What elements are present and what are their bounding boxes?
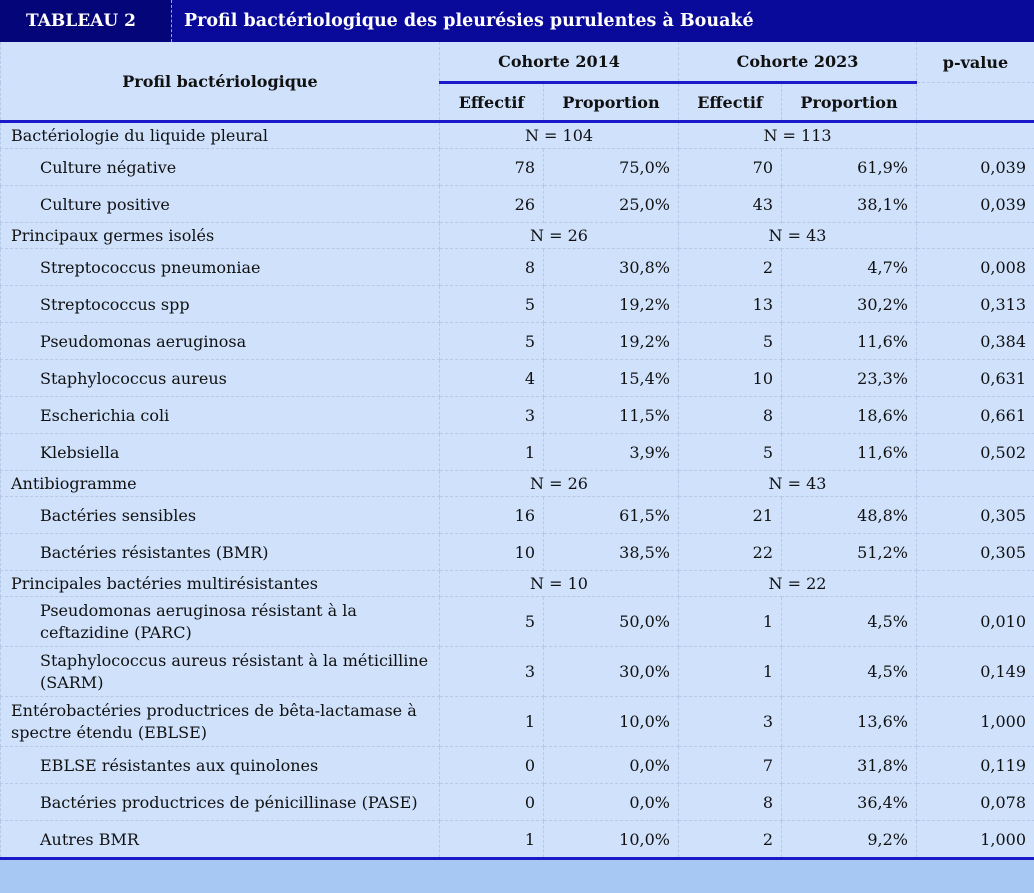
effectif-2014: 5	[440, 286, 544, 323]
proportion-2023: 48,8%	[782, 497, 917, 534]
p-value: 0,305	[917, 497, 1034, 534]
p-value: 0,078	[917, 784, 1034, 821]
proportion-2014: 30,0%	[544, 647, 679, 697]
section-label: Bactériologie du liquide pleural	[1, 122, 440, 149]
effectif-2023: 21	[679, 497, 782, 534]
proportion-2014: 10,0%	[544, 697, 679, 747]
table-row	[1, 497, 1034, 534]
effectif-2014: 78	[440, 149, 544, 186]
row-label: Bactéries résistantes (BMR)	[1, 534, 440, 571]
effectif-2014: 1	[440, 821, 544, 859]
row-label: Bactéries productrices de pénicillinase (PASE)	[1, 784, 440, 821]
header-cohort-2023: Cohorte 2023	[679, 42, 917, 83]
table-row	[1, 149, 1034, 186]
effectif-2023: 5	[679, 323, 782, 360]
effectif-2023: 2	[679, 249, 782, 286]
effectif-2014: 3	[440, 397, 544, 434]
section-pvalue-empty	[917, 122, 1034, 149]
table-row	[1, 747, 1034, 784]
proportion-2014: 25,0%	[544, 186, 679, 223]
row-label: EBLSE résistantes aux quinolones	[1, 747, 440, 784]
section-pvalue-empty	[917, 223, 1034, 249]
section-row	[1, 571, 1034, 597]
table-row	[1, 186, 1034, 223]
effectif-2014: 0	[440, 747, 544, 784]
bacteriology-table	[0, 42, 1034, 860]
p-value: 0,119	[917, 747, 1034, 784]
row-label: Staphylococcus aureus résistant à la méticilline (SARM)	[1, 647, 440, 697]
effectif-2014: 5	[440, 597, 544, 647]
effectif-2023: 2	[679, 821, 782, 859]
row-label: Escherichia coli	[1, 397, 440, 434]
row-label: Entérobactéries productrices de bêta-lactamase à spectre étendu (EBLSE)	[1, 697, 440, 747]
effectif-2023: 43	[679, 186, 782, 223]
row-label: Staphylococcus aureus	[1, 360, 440, 397]
proportion-2014: 0,0%	[544, 784, 679, 821]
header-pvalue: p-value	[917, 42, 1034, 83]
proportion-2014: 11,5%	[544, 397, 679, 434]
effectif-2023: 8	[679, 397, 782, 434]
table-row	[1, 434, 1034, 471]
table-row	[1, 534, 1034, 571]
p-value: 0,039	[917, 149, 1034, 186]
effectif-2023: 7	[679, 747, 782, 784]
effectif-2014: 5	[440, 323, 544, 360]
proportion-2014: 38,5%	[544, 534, 679, 571]
row-label: Pseudomonas aeruginosa	[1, 323, 440, 360]
table-row	[1, 784, 1034, 821]
effectif-2014: 1	[440, 697, 544, 747]
section-n-2023: N = 43	[679, 471, 917, 497]
effectif-2023: 3	[679, 697, 782, 747]
row-label: Autres BMR	[1, 821, 440, 859]
p-value: 0,008	[917, 249, 1034, 286]
proportion-2023: 30,2%	[782, 286, 917, 323]
header-pvalue-empty	[917, 83, 1034, 122]
section-n-2023: N = 43	[679, 223, 917, 249]
table-body	[1, 122, 1034, 859]
proportion-2014: 19,2%	[544, 323, 679, 360]
table-row	[1, 697, 1034, 747]
section-n-2014: N = 104	[440, 122, 679, 149]
p-value: 0,039	[917, 186, 1034, 223]
effectif-2023: 13	[679, 286, 782, 323]
table-row	[1, 821, 1034, 859]
proportion-2014: 30,8%	[544, 249, 679, 286]
effectif-2023: 22	[679, 534, 782, 571]
table-row	[1, 360, 1034, 397]
section-n-2014: N = 26	[440, 223, 679, 249]
effectif-2014: 0	[440, 784, 544, 821]
header-cohort-2014: Cohorte 2014	[440, 42, 679, 83]
table-title-bar	[0, 0, 1034, 42]
row-label: Streptococcus pneumoniae	[1, 249, 440, 286]
proportion-2023: 31,8%	[782, 747, 917, 784]
effectif-2023: 1	[679, 597, 782, 647]
header-proportion-2023: Proportion	[782, 83, 917, 122]
header-effectif-2014: Effectif	[440, 83, 544, 122]
table-number: TABLEAU 2	[0, 0, 172, 42]
effectif-2014: 10	[440, 534, 544, 571]
proportion-2023: 51,2%	[782, 534, 917, 571]
effectif-2023: 70	[679, 149, 782, 186]
p-value: 0,313	[917, 286, 1034, 323]
p-value: 0,010	[917, 597, 1034, 647]
proportion-2014: 10,0%	[544, 821, 679, 859]
header-proportion-2014: Proportion	[544, 83, 679, 122]
proportion-2023: 38,1%	[782, 186, 917, 223]
proportion-2023: 18,6%	[782, 397, 917, 434]
section-pvalue-empty	[917, 571, 1034, 597]
table-row	[1, 286, 1034, 323]
effectif-2014: 26	[440, 186, 544, 223]
p-value: 0,149	[917, 647, 1034, 697]
proportion-2014: 61,5%	[544, 497, 679, 534]
row-label: Bactéries sensibles	[1, 497, 440, 534]
effectif-2014: 4	[440, 360, 544, 397]
effectif-2023: 1	[679, 647, 782, 697]
section-label: Principaux germes isolés	[1, 223, 440, 249]
section-n-2014: N = 26	[440, 471, 679, 497]
section-row	[1, 223, 1034, 249]
proportion-2023: 4,7%	[782, 249, 917, 286]
proportion-2014: 15,4%	[544, 360, 679, 397]
row-label: Pseudomonas aeruginosa résistant à la ceftazidine (PARC)	[1, 597, 440, 647]
p-value: 0,631	[917, 360, 1034, 397]
proportion-2014: 0,0%	[544, 747, 679, 784]
effectif-2023: 8	[679, 784, 782, 821]
table-row	[1, 647, 1034, 697]
effectif-2014: 8	[440, 249, 544, 286]
table-title: Profil bactériologique des pleurésies purulentes à Bouaké	[184, 11, 754, 31]
proportion-2023: 4,5%	[782, 647, 917, 697]
effectif-2014: 16	[440, 497, 544, 534]
p-value: 1,000	[917, 697, 1034, 747]
proportion-2023: 9,2%	[782, 821, 917, 859]
section-n-2014: N = 10	[440, 571, 679, 597]
p-value: 0,502	[917, 434, 1034, 471]
row-label: Culture positive	[1, 186, 440, 223]
proportion-2014: 75,0%	[544, 149, 679, 186]
proportion-2014: 50,0%	[544, 597, 679, 647]
header-effectif-2023: Effectif	[679, 83, 782, 122]
row-label: Streptococcus spp	[1, 286, 440, 323]
proportion-2023: 36,4%	[782, 784, 917, 821]
section-pvalue-empty	[917, 471, 1034, 497]
section-label: Antibiogramme	[1, 471, 440, 497]
effectif-2023: 5	[679, 434, 782, 471]
proportion-2023: 11,6%	[782, 434, 917, 471]
proportion-2014: 3,9%	[544, 434, 679, 471]
section-row	[1, 122, 1034, 149]
p-value: 0,305	[917, 534, 1034, 571]
proportion-2023: 13,6%	[782, 697, 917, 747]
table-row	[1, 249, 1034, 286]
section-row	[1, 471, 1034, 497]
table-row	[1, 597, 1034, 647]
p-value: 0,661	[917, 397, 1034, 434]
proportion-2023: 23,3%	[782, 360, 917, 397]
section-n-2023: N = 22	[679, 571, 917, 597]
p-value: 0,384	[917, 323, 1034, 360]
proportion-2014: 19,2%	[544, 286, 679, 323]
effectif-2014: 3	[440, 647, 544, 697]
p-value: 1,000	[917, 821, 1034, 859]
section-n-2023: N = 113	[679, 122, 917, 149]
row-label: Klebsiella	[1, 434, 440, 471]
table-row	[1, 323, 1034, 360]
proportion-2023: 11,6%	[782, 323, 917, 360]
table-container	[0, 42, 1034, 860]
section-label: Principales bactéries multirésistantes	[1, 571, 440, 597]
proportion-2023: 4,5%	[782, 597, 917, 647]
effectif-2023: 10	[679, 360, 782, 397]
header-row-label: Profil bactériologique	[1, 42, 440, 122]
table-row	[1, 397, 1034, 434]
proportion-2023: 61,9%	[782, 149, 917, 186]
effectif-2014: 1	[440, 434, 544, 471]
row-label: Culture négative	[1, 149, 440, 186]
